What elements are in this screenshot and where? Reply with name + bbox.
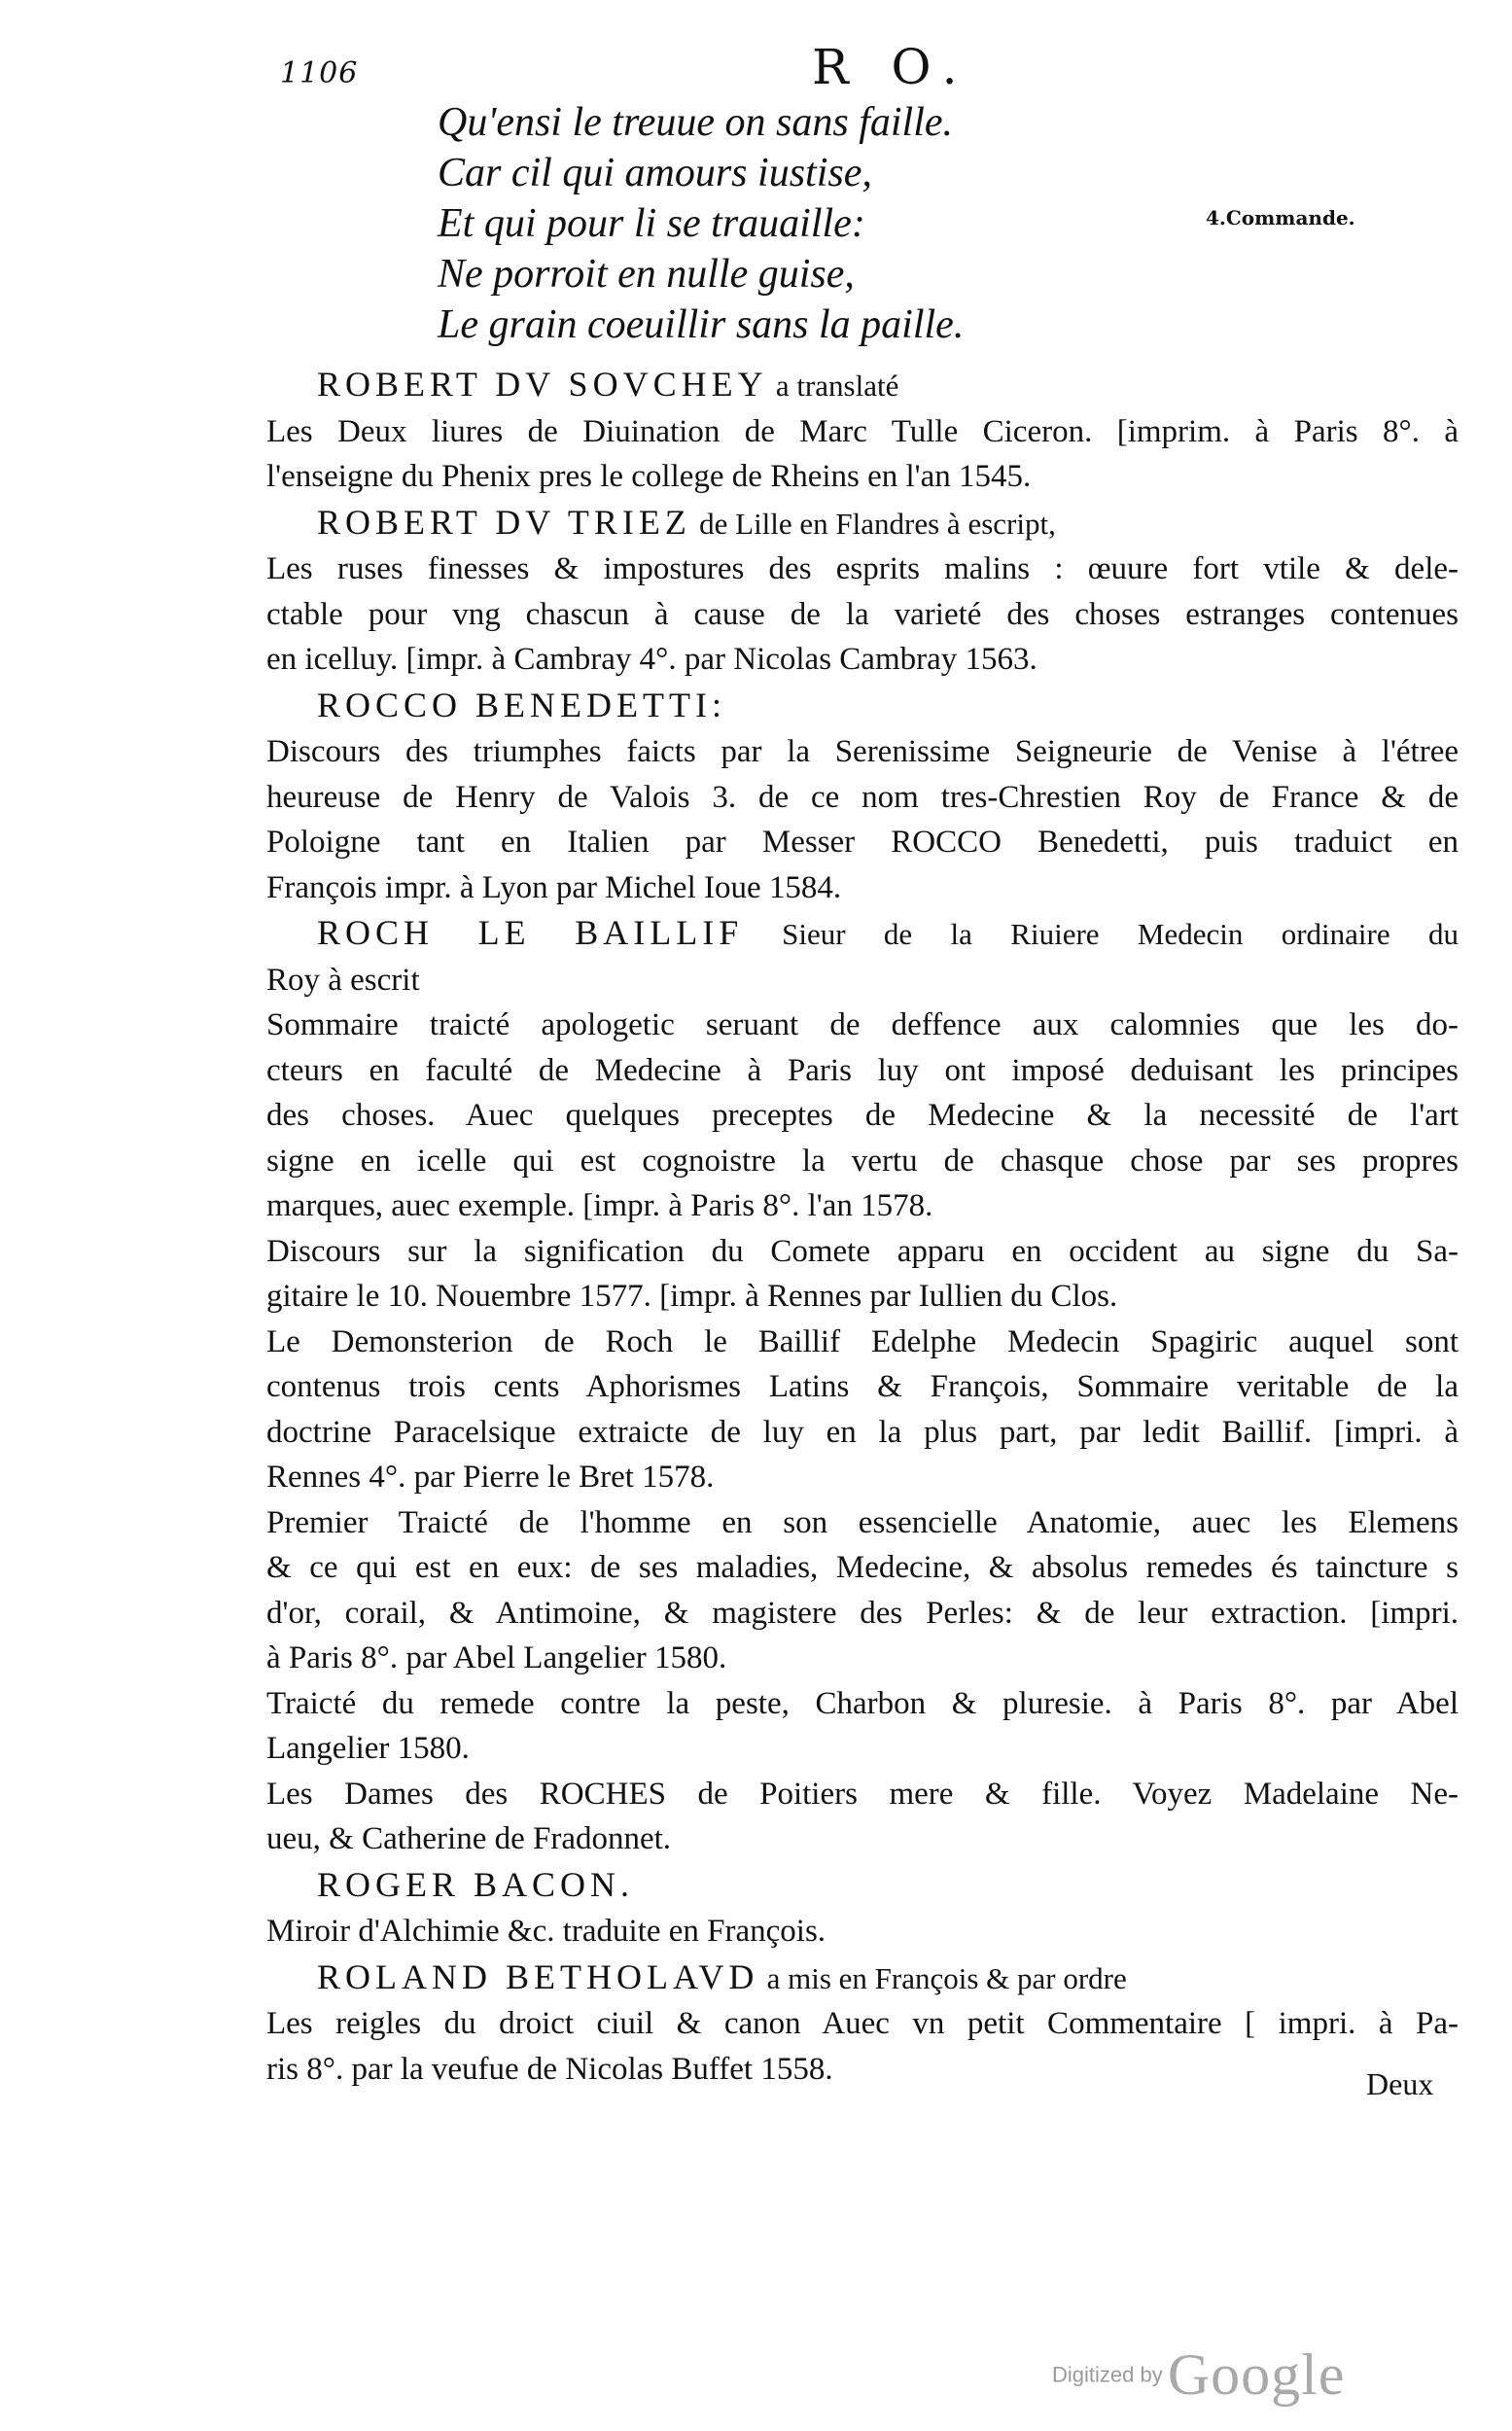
entry-robert-du-triez: [266, 500, 1459, 683]
entry-robert-du-souchey: [266, 362, 1459, 500]
text-line: à Paris 8°. par Abel Langelier 1580.: [266, 1640, 727, 1675]
text-line: ueu, & Catherine de Fradonnet.: [266, 1821, 672, 1856]
text-line: Les ruses finesses & impostures des esprits malins : œuure fort vtile & dele-: [266, 551, 1459, 586]
author-name: ROCCO BENEDETTI:: [317, 685, 726, 724]
entry-dames-des-roches: [266, 1772, 1459, 1862]
text-line: cteurs en faculté de Medecine à Paris luy ont imposé deduisant les principes: [266, 1052, 1459, 1088]
text-line: François impr. à Lyon par Michel Ioue 1584.: [266, 869, 842, 905]
work-entry: [266, 2001, 1459, 2092]
text-line: Premier Traicté de l'homme en son essencielle Anatomie, auec les Elemens: [266, 1504, 1459, 1540]
entry-rocco-benedetti: [266, 683, 1459, 911]
verse-line: Le grain coeuillir sans la paille.: [438, 302, 965, 347]
work-entry: [266, 409, 1459, 500]
verse-line: Qu'ensi le treuue on sans faille.: [438, 100, 954, 145]
entry-roch-le-baillif: [266, 910, 1459, 1772]
text-line: contenus trois cents Aphorismes Latins & François, Sommaire veritable de la: [266, 1369, 1459, 1404]
text-line: ctable pour vng chascun à cause de la varieté des choses estranges contenues: [266, 596, 1459, 632]
text-line: marques, auec exemple. [impr. à Paris 8°. l'an 1578.: [266, 1188, 933, 1223]
verse-line: Et qui pour li se trauaille:: [438, 201, 865, 246]
text-line: Langelier 1580.: [266, 1731, 470, 1766]
verse-block: [438, 97, 1040, 350]
text-line: gitaire le 10. Nouembre 1577. [impr. à Rennes par Iullien du Clos.: [266, 1279, 1118, 1314]
author-role: de Lille en Flandres à escript,: [699, 506, 1056, 541]
digitized-watermark: [1052, 2342, 1345, 2409]
entry-roland-betholaud: [266, 1955, 1459, 2093]
author-line: [266, 362, 1459, 409]
author-name: ROLAND BETHOLAVD: [317, 1956, 759, 1996]
text-line: Les reigles du droict ciuil & canon Auec vn petit Commentaire [ impri. à Pa-: [266, 2006, 1459, 2041]
author-name: ROBERT DV SOVCHEY: [317, 365, 768, 404]
work-entry: [266, 1681, 1459, 1772]
margin-note: 4.Commande.: [1206, 206, 1355, 229]
author-role: Sieur de la Riuiere Medecin ordinaire du: [782, 917, 1459, 951]
running-head: R O.: [812, 39, 971, 95]
text-line: & ce qui est en eux: de ses maladies, Medecine, & absolus remedes és taincture s: [266, 1550, 1459, 1585]
author-line: [266, 910, 1459, 958]
author-line: [266, 1955, 1459, 2002]
author-role-continued: Roy à escrit: [266, 962, 420, 998]
text-line: des choses. Auec quelques preceptes de Medecine & la necessité de l'art: [266, 1098, 1459, 1133]
author-name: ROBERT DV TRIEZ: [317, 502, 691, 542]
work-entry: [266, 1320, 1459, 1500]
text-line: Poloigne tant en Italien par Messer ROCCO Benedetti, puis traduict en: [266, 825, 1459, 860]
entry-roger-bacon: [266, 1862, 1459, 1955]
text-line: l'enseigne du Phenix pres le college de Rheins en l'an 1545.: [266, 459, 1032, 494]
work-entry: [266, 546, 1459, 683]
page-number: 1106: [280, 56, 359, 90]
text-line: en icelluy. [impr. à Cambray 4°. par Nicolas Cambray 1563.: [266, 642, 1037, 677]
verse-line: Car cil qui amours iustise,: [438, 151, 872, 195]
text-line: Le Demonsterion de Roch le Baillif Edelphe Medecin Spagiric auquel sont: [266, 1323, 1459, 1359]
author-name: ROCH LE BAILLIF: [317, 913, 744, 952]
author-line: [266, 500, 1459, 547]
work-entry: [266, 1772, 1459, 1862]
author-line: [266, 683, 1459, 730]
author-name: ROGER BACON.: [317, 1864, 635, 1904]
author-role: a mis en François & par ordre: [766, 1960, 1127, 1995]
text-line: Traicté du remede contre la peste, Charbon & pluresie. à Paris 8°. par Abel: [266, 1685, 1459, 1721]
text-line: ris 8°. par la veufue de Nicolas Buffet 1558.: [266, 2051, 833, 2087]
bibliography-entries: [266, 362, 1459, 2092]
text-line: Rennes 4°. par Pierre le Bret 1578.: [266, 1460, 715, 1495]
text-line: signe en icelle qui est cognoistre la vertu de chasque chose par ses propres: [266, 1143, 1459, 1179]
author-line: [266, 1862, 1459, 1910]
text-line: Discours sur la signification du Comete apparu en occident au signe du Sa-: [266, 1233, 1459, 1269]
author-role: a translaté: [775, 369, 899, 403]
watermark-prefix: Digitized by: [1052, 2362, 1163, 2387]
text-line: Discours des triumphes faicts par la Serenissime Seigneurie de Venise à l'étree: [266, 734, 1459, 769]
text-line: doctrine Paracelsique extraicte de luy en la plus part, par ledit Baillif. [impri. à: [266, 1414, 1459, 1450]
text-line: Sommaire traicté apologetic seruant de deffence aux calomnies que les do-: [266, 1007, 1459, 1042]
work-entry: [266, 729, 1459, 910]
text-line: Les Dames des ROCHES de Poitiers mere & fille. Voyez Madelaine Ne-: [266, 1776, 1459, 1812]
work-entry: [266, 1500, 1459, 1681]
text-line: Les Deux liures de Diuination de Marc Tulle Ciceron. [imprim. à Paris 8°. à: [266, 413, 1459, 449]
catchword: Deux: [1366, 2066, 1434, 2101]
work-entry: [266, 1229, 1459, 1320]
work-entry: [266, 1003, 1459, 1229]
text-line: Miroir d'Alchimie &c. traduite en François.: [266, 1914, 826, 1949]
verse-line: Ne porroit en nulle guise,: [438, 252, 855, 297]
work-entry: [266, 1909, 1459, 1955]
text-line: heureuse de Henry de Valois 3. de ce nom tres-Chrestien Roy de France & de: [266, 779, 1459, 815]
text-line: d'or, corail, & Antimoine, & magistere des Perles: & de leur extraction. [impri.: [266, 1595, 1459, 1631]
google-logo: Google: [1167, 2343, 1346, 2407]
